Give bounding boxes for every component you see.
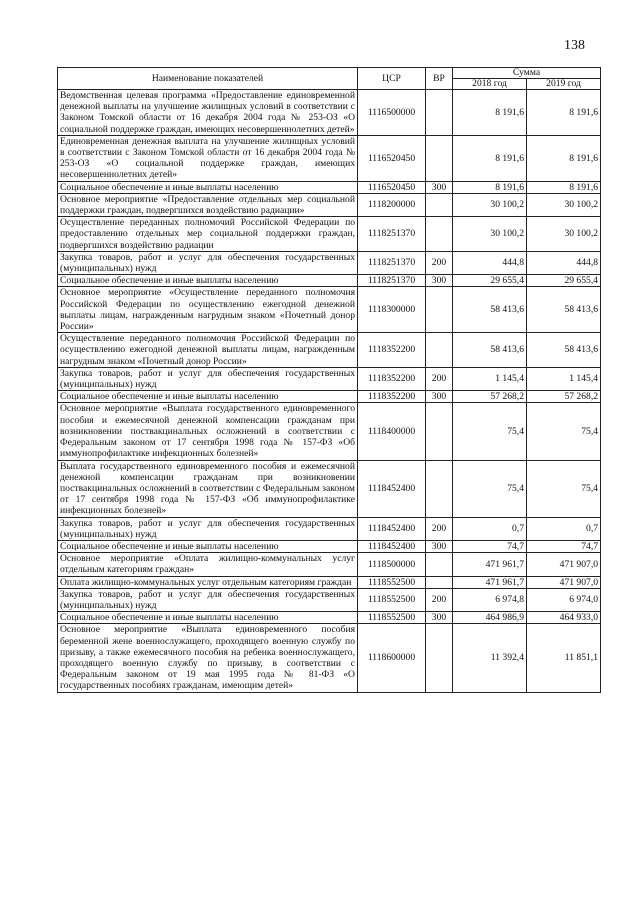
row-sum-2019: 30 100,2 — [527, 193, 601, 216]
header-sum: Сумма — [453, 68, 601, 79]
row-name: Закупка товаров, работ и услуг для обеспечения государственных (муниципальных) нужд — [58, 367, 358, 390]
row-sum-2019: 75,4 — [527, 403, 601, 460]
row-csr: 1118452400 — [358, 460, 426, 517]
table-row — [58, 540, 601, 552]
header-vr: ВР — [426, 68, 453, 90]
row-csr: 1118500000 — [358, 553, 426, 576]
row-sum-2019: 1 145,4 — [527, 367, 601, 390]
row-vr — [426, 135, 453, 181]
row-name: Социальное обеспечение и иные выплаты населению — [58, 540, 358, 552]
row-name: Закупка товаров, работ и услуг для обеспечения государственных (муниципальных) нужд — [58, 588, 358, 611]
row-sum-2019: 29 655,4 — [527, 275, 601, 287]
row-sum-2018: 8 191,6 — [453, 135, 527, 181]
row-name: Социальное обеспечение и иные выплаты населению — [58, 275, 358, 287]
row-csr: 1116520450 — [358, 181, 426, 193]
row-csr: 1118251370 — [358, 217, 426, 252]
row-sum-2019: 58 413,6 — [527, 287, 601, 333]
row-sum-2019: 74,7 — [527, 540, 601, 552]
row-sum-2018: 30 100,2 — [453, 217, 527, 252]
row-csr: 1118452400 — [358, 517, 426, 540]
row-csr: 1116520450 — [358, 135, 426, 181]
row-name: Основное мероприятие «Выплата государственного единовременного пособия и ежемесячной денежной компенсации гражданам при возникновении поствакцинальных осложнений в соответствии с Федеральным законом от 17 сентября 1998 года № 157-ФЗ «Об иммунопрофилактике инфекционных болезней» — [58, 403, 358, 460]
row-sum-2018: 74,7 — [453, 540, 527, 552]
row-name: Социальное обеспечение и иные выплаты населению — [58, 612, 358, 624]
table-row — [58, 624, 601, 692]
row-csr: 1118300000 — [358, 287, 426, 333]
budget-table — [57, 67, 601, 693]
row-vr: 300 — [426, 275, 453, 287]
row-vr: 200 — [426, 588, 453, 611]
row-sum-2019: 8 191,6 — [527, 181, 601, 193]
row-csr: 1116500000 — [358, 90, 426, 136]
row-name: Закупка товаров, работ и услуг для обеспечения государственных (муниципальных) нужд — [58, 251, 358, 274]
header-row — [58, 68, 601, 79]
header-year-2019: 2019 год — [527, 79, 601, 90]
row-sum-2019: 11 851,1 — [527, 624, 601, 692]
row-name: Основное мероприятие «Оплата жилищно-коммунальных услуг отдельным категориям граждан» — [58, 553, 358, 576]
row-sum-2018: 58 413,6 — [453, 287, 527, 333]
row-name: Социальное обеспечение и иные выплаты населению — [58, 391, 358, 403]
table-row — [58, 217, 601, 252]
header-year-2018: 2018 год — [453, 79, 527, 90]
page-number: 138 — [564, 38, 585, 53]
row-csr: 1118251370 — [358, 275, 426, 287]
row-vr — [426, 624, 453, 692]
row-sum-2019: 58 413,6 — [527, 333, 601, 368]
row-vr — [426, 193, 453, 216]
row-name: Осуществление переданного полномочия Российской Федерации по осуществлению ежегодной денежной выплаты лицам, награжденным нагрудным знаком «Почетный донор России» — [58, 333, 358, 368]
row-csr: 1118352200 — [358, 391, 426, 403]
row-csr: 1118251370 — [358, 251, 426, 274]
row-vr — [426, 553, 453, 576]
row-vr: 300 — [426, 181, 453, 193]
row-name: Закупка товаров, работ и услуг для обеспечения государственных (муниципальных) нужд — [58, 517, 358, 540]
row-vr — [426, 217, 453, 252]
table-row — [58, 287, 601, 333]
row-csr: 1118352200 — [358, 333, 426, 368]
row-sum-2018: 464 986,9 — [453, 612, 527, 624]
table-row — [58, 553, 601, 576]
row-name: Оплата жилищно-коммунальных услуг отдельным категориям граждан — [58, 576, 358, 588]
row-sum-2018: 11 392,4 — [453, 624, 527, 692]
row-csr: 1118600000 — [358, 624, 426, 692]
row-vr — [426, 287, 453, 333]
row-sum-2019: 75,4 — [527, 460, 601, 517]
row-vr — [426, 333, 453, 368]
table-row — [58, 275, 601, 287]
row-sum-2018: 75,4 — [453, 460, 527, 517]
row-csr: 1118552500 — [358, 576, 426, 588]
row-sum-2019: 8 191,6 — [527, 135, 601, 181]
row-name: Выплата государственного единовременного пособия и ежемесячной денежной компенсации гражданам при возникновении поствакцинальных осложнений в соответствии с Федеральным законом от 17 сентября 1998 года № 157-ФЗ «Об иммунопрофилактике инфекционных болезней» — [58, 460, 358, 517]
row-sum-2018: 57 268,2 — [453, 391, 527, 403]
table-row — [58, 391, 601, 403]
row-csr: 1118552500 — [358, 588, 426, 611]
row-sum-2019: 471 907,0 — [527, 553, 601, 576]
row-name: Основное мероприятие «Осуществление переданного полномочия Российской Федерации по осуществлению ежегодной денежной выплаты лицам, награжденным нагрудным знаком «Почетный донор России» — [58, 287, 358, 333]
row-sum-2018: 444,8 — [453, 251, 527, 274]
row-sum-2018: 29 655,4 — [453, 275, 527, 287]
row-csr: 1118400000 — [358, 403, 426, 460]
row-name: Единовременная денежная выплата на улучшение жилищных условий в соответствии с Законом Томской области от 16 декабря 2004 года № 253-ОЗ «О социальной поддержке граждан, имеющих несовершеннолетних детей» — [58, 135, 358, 181]
row-sum-2018: 1 145,4 — [453, 367, 527, 390]
row-csr: 1118552500 — [358, 612, 426, 624]
row-vr — [426, 403, 453, 460]
row-vr: 200 — [426, 517, 453, 540]
row-sum-2019: 471 907,0 — [527, 576, 601, 588]
row-sum-2018: 8 191,6 — [453, 90, 527, 136]
table-row — [58, 517, 601, 540]
row-sum-2018: 471 961,7 — [453, 576, 527, 588]
row-sum-2019: 57 268,2 — [527, 391, 601, 403]
row-sum-2018: 0,7 — [453, 517, 527, 540]
table-row — [58, 181, 601, 193]
row-csr: 1118200000 — [358, 193, 426, 216]
row-name: Осуществление переданных полномочий Российской Федерации по предоставлению отдельных мер социальной поддержки граждан, подвергшихся воздействию радиации — [58, 217, 358, 252]
row-vr — [426, 90, 453, 136]
row-vr: 300 — [426, 612, 453, 624]
table-row — [58, 588, 601, 611]
row-csr: 1118352200 — [358, 367, 426, 390]
row-sum-2019: 6 974,0 — [527, 588, 601, 611]
row-name: Социальное обеспечение и иные выплаты населению — [58, 181, 358, 193]
row-sum-2018: 8 191,6 — [453, 181, 527, 193]
row-csr: 1118452400 — [358, 540, 426, 552]
row-vr: 200 — [426, 367, 453, 390]
row-vr — [426, 576, 453, 588]
row-name: Основное мероприятие «Выплата единовременного пособия беременной жене военнослужащего, проходящего военную службу по призыву, а также ежемесячного пособия на ребенка военнослужащего, проходящего военную службу по призыву, в соответствии с Федеральным законом от 19 мая 1995 года № 81-ФЗ «О государственных пособиях гражданам, имеющим детей» — [58, 624, 358, 692]
table-row — [58, 193, 601, 216]
row-vr: 300 — [426, 391, 453, 403]
table-row — [58, 90, 601, 136]
row-sum-2018: 471 961,7 — [453, 553, 527, 576]
row-vr — [426, 460, 453, 517]
row-vr: 200 — [426, 251, 453, 274]
table-row — [58, 135, 601, 181]
row-sum-2019: 8 191,6 — [527, 90, 601, 136]
row-sum-2018: 6 974,8 — [453, 588, 527, 611]
table-row — [58, 403, 601, 460]
table-row — [58, 612, 601, 624]
header-name: Наименование показателей — [58, 68, 358, 90]
row-sum-2018: 58 413,6 — [453, 333, 527, 368]
row-vr: 300 — [426, 540, 453, 552]
row-sum-2019: 444,8 — [527, 251, 601, 274]
row-name: Основное мероприятие «Предоставление отдельных мер социальной поддержки граждан, подвергшихся воздействию радиации» — [58, 193, 358, 216]
row-sum-2018: 75,4 — [453, 403, 527, 460]
table-row — [58, 460, 601, 517]
table-row — [58, 576, 601, 588]
table-row — [58, 367, 601, 390]
table-row — [58, 333, 601, 368]
table-body — [58, 90, 601, 693]
row-sum-2019: 0,7 — [527, 517, 601, 540]
row-sum-2019: 30 100,2 — [527, 217, 601, 252]
header-csr: ЦСР — [358, 68, 426, 90]
row-name: Ведомственная целевая программа «Предоставление единовременной денежной выплаты на улучшение жилищных условий в соответствии с Законом Томской области от 16 декабря 2004 года № 253-ОЗ «О социальной поддержке граждан, имеющих несовершеннолетних детей» — [58, 90, 358, 136]
table-row — [58, 251, 601, 274]
row-sum-2019: 464 933,0 — [527, 612, 601, 624]
row-sum-2018: 30 100,2 — [453, 193, 527, 216]
